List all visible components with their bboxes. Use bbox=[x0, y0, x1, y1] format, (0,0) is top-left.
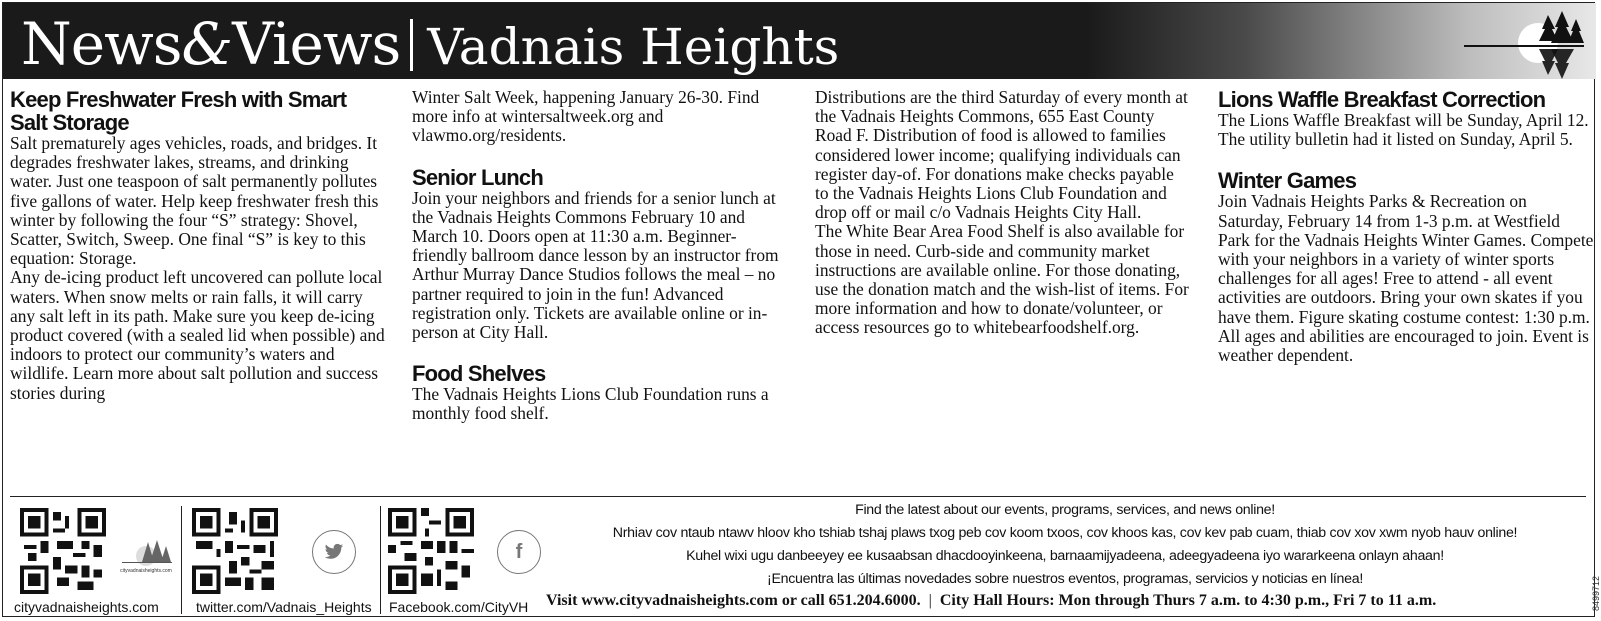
facebook-f-icon[interactable]: f bbox=[497, 530, 541, 574]
waffle-body: The Lions Waffle Breakfast will be Sunday, April 12. The utility bulletin had it listed on Sunday, April 5. bbox=[1218, 110, 1589, 150]
footer-line-hmong: Nrhiav cov ntaub ntawv hloov kho tshiab tshaj plaws txog peb cov koom txoos, cov khoos kas, cov kev pab cuam, thiab cov xov xwm nyob hauv online! bbox=[612, 525, 1518, 541]
visit-text[interactable]: Visit www.cityvadnaisheights.com or call 651.204.6000. bbox=[546, 592, 921, 609]
column-2 bbox=[412, 88, 787, 424]
salt-paragraph-1: Salt prematurely ages vehicles, roads, and bridges. It degrades freshwater lakes, streams, and drinking water. Just one teaspoon of salt permanently pollutes five gallons of water. Help keep freshwater fresh this winter by following the four “S” strategy: Shovel, Scatter, Switch, Sweep. One final “S” is key to this equation: Storage. bbox=[10, 133, 379, 269]
ad-code: 8499712 bbox=[1591, 576, 1601, 612]
column-4 bbox=[1218, 88, 1596, 365]
food-shelves-heading: Food Shelves bbox=[412, 361, 546, 387]
title-amp: & bbox=[181, 10, 233, 78]
website-url[interactable]: cityvadnaisheights.com bbox=[14, 599, 159, 615]
contact-separator: | bbox=[928, 592, 932, 609]
footer-line-english: Find the latest about our events, programs, services, and news online! bbox=[855, 502, 1275, 518]
city-hall-hours: City Hall Hours: Mon through Thurs 7 a.m. to 4:30 p.m., Fri 7 to 11 a.m. bbox=[939, 592, 1437, 609]
footer-line-somali: Kuhel wixi ugu danbeeyey ee kusaabsan dhacdooyinkeena, barnaamijyadeena, adeegyadeena iyo wararkeena onlayn ahaan! bbox=[686, 548, 1444, 564]
food-shelves-paragraph-2: Distributions are the third Saturday of every month at the Vadnais Heights Commons, 655 East County Road F. Distribution of food is allowed to families considered lower income; qualifying individuals can register day-of. For donations make checks payable to the Vadnais Heights Lions Club Foundation and drop off or mail c/o Vadnais Heights City Hall. bbox=[815, 87, 1188, 223]
footer-separator-2 bbox=[380, 506, 381, 614]
twitter-url[interactable]: twitter.com/Vadnais_Heights bbox=[196, 599, 372, 615]
title-news: News bbox=[21, 10, 182, 78]
salt-paragraph-2: Any de-icing product left uncovered can pollute local waters. When snow melts or rain falls, it will carry any salt left in its path. Make sure you keep de-icing product covered (with a sealed lid when possible) and indoors to protect our community’s waters and wildlife. Learn more about salt pollution and success stories during bbox=[10, 267, 385, 403]
facebook-qr-code[interactable] bbox=[388, 508, 474, 594]
food-shelves-paragraph-1: The Vadnais Heights Lions Club Foundation runs a monthly food shelf. bbox=[412, 384, 769, 424]
twitter-qr-code[interactable] bbox=[192, 508, 278, 594]
waffle-heading: Lions Waffle Breakfast Correction bbox=[1218, 87, 1546, 112]
footer-line-spanish: ¡Encuentra las últimas novedades sobre nuestros eventos, programas, servicios y noticias en línea! bbox=[767, 571, 1363, 587]
masthead bbox=[3, 3, 1596, 79]
column-1 bbox=[10, 88, 385, 403]
column-3 bbox=[815, 88, 1190, 338]
winter-games-heading: Winter Games bbox=[1218, 168, 1357, 194]
contact-line bbox=[546, 592, 1436, 610]
salt-paragraph-3: Winter Salt Week, happening January 26-30. Find more info at wintersaltweek.org and vlawmo.org/residents. bbox=[412, 87, 760, 146]
pine-tree-logo-icon bbox=[1464, 9, 1584, 79]
senior-lunch-body: Join your neighbors and friends for a senior lunch at the Vadnais Heights Commons February 10 and March 10. Doors open at 11:30 a.m. Beginner-friendly ballroom dance lesson by an instructor from Arthur Murray Dance Studios follows the meal – no partner required to join in the fun! Advanced registration only. Tickets are available online or in-person at City Hall. bbox=[412, 187, 779, 343]
facebook-url[interactable]: Facebook.com/CityVH bbox=[389, 599, 529, 615]
title-views: Views bbox=[232, 10, 401, 78]
winter-games-body: Join Vadnais Heights Parks & Recreation on Saturday, February 14 from 1-3 p.m. at Westfield Park for the Vadnais Heights Winter Games. Compete with your neighbors in a variety of winter sports challenges for all ages! Free to attend - all event activities are outdoors. Bring your own skates if you have them. Figure skating costume contest: 1:30 p.m. All ages and abilities are encouraged to join. Event is weather dependent. bbox=[1218, 191, 1594, 366]
masthead-title bbox=[21, 9, 839, 82]
title-divider bbox=[410, 19, 413, 71]
salt-heading: Keep Freshwater Fresh with Smart Salt Storage bbox=[10, 87, 347, 135]
city-logo-text: cityvadnaisheights.com bbox=[120, 568, 172, 574]
footer-separator-1 bbox=[181, 506, 182, 614]
website-qr-code[interactable] bbox=[20, 508, 106, 594]
title-city: Vadnais Heights bbox=[427, 18, 840, 76]
food-shelves-paragraph-3: The White Bear Area Food Shelf is also available for those in need. Curb-side and community market instructions are available online. For those donating, use the donation match and the wish-list of items. For more information and how to donate/volunteer, or access resources go to whitebearfoodshelf.org. bbox=[815, 221, 1189, 338]
twitter-bird-icon[interactable] bbox=[312, 530, 356, 574]
footer-divider bbox=[10, 496, 1586, 497]
senior-lunch-heading: Senior Lunch bbox=[412, 164, 543, 190]
